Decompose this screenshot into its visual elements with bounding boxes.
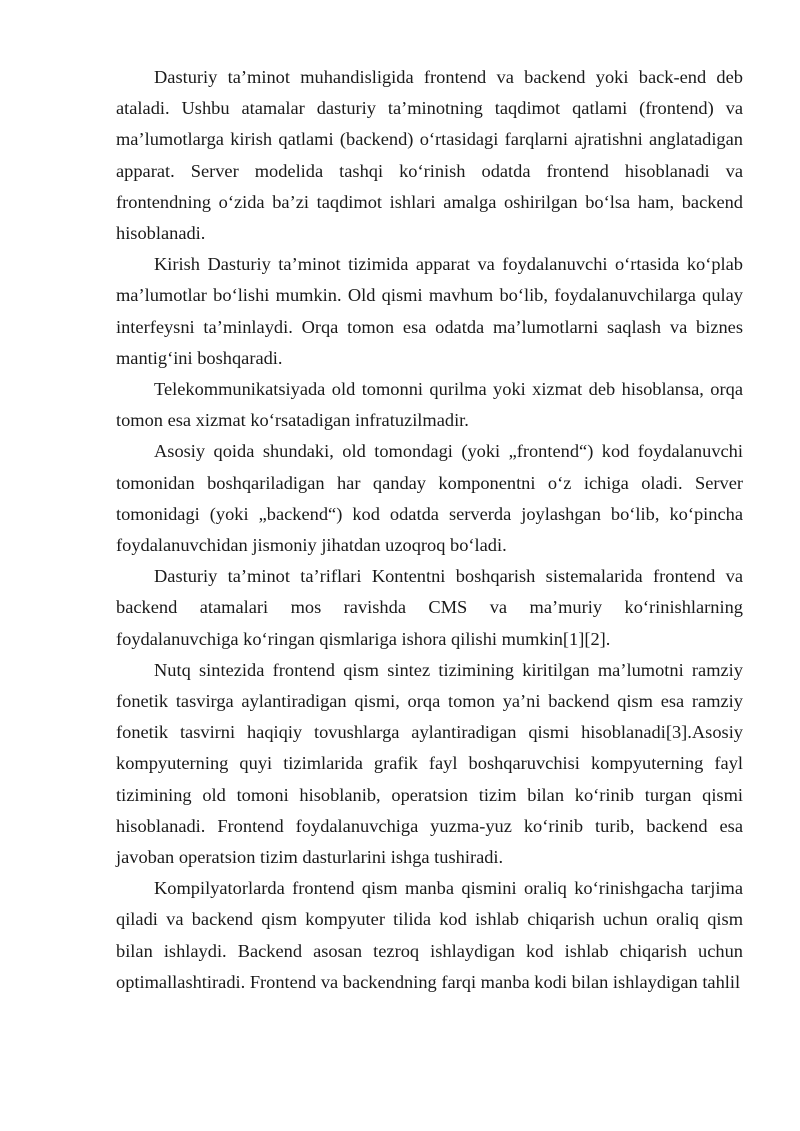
paragraph-5: Dasturiy ta’minot ta’riflari Kontentni boshqarish sistemalarida frontend va backend atamalari mos ravishda CMS va ma’muriy ko‘rinishlarning foydalanuvchiga ko‘ringan qismlariga ishora qilishi mumkin[1][2]. xyxy=(116,566,743,649)
document-body xyxy=(116,62,743,998)
paragraph-6: Nutq sintezida frontend qism sintez tizimining kiritilgan ma’lumotni ramziy fonetik tasvirga aylantiradigan qismi, orqa tomon ya’ni backend qism esa ramziy fonetik tasvirni haqiqiy tovushlarga aylantiradigan qismi hisoblanadi[3].Asosiy kompyuterning quyi tizimlarida grafik fayl boshqaruvchisi kompyuterning fayl tizimining old tomoni hisoblanib, operatsion tizim bilan ko‘rinib turgan qismi hisoblanadi. Frontend foydalanuvchiga yuzma-yuz ko‘rinib turib, backend esa javoban operatsion tizim dasturlarini ishga tushiradi. xyxy=(116,659,743,868)
paragraph-4: Asosiy qoida shundaki, old tomondagi (yoki „frontend“) kod foydalanuvchi tomonidan boshqariladigan har qanday komponentni o‘z ichiga oladi. Server tomonidagi (yoki „backend“) kod odatda serverda joylashgan bo‘lib, ko‘pincha foydalanuvchidan jismoniy jihatdan uzoqroq bo‘ladi. xyxy=(116,441,743,556)
paragraph-7: Kompilyatorlarda frontend qism manba qismini oraliq ko‘rinishgacha tarjima qiladi va backend qism kompyuter tilida kod ishlab chiqarish uchun oraliq qism bilan ishlaydi. Backend asosan tezroq ishlaydigan kod ishlab chiqarish uchun optimallashtiradi. Frontend va backendning farqi manba kodi bilan ishlaydigan tahlil xyxy=(116,878,743,992)
paragraph-3: Telekommunikatsiyada old tomonni qurilma yoki xizmat deb hisoblansa, orqa tomon esa xizmat ko‘rsatadigan infratuzilmadir. xyxy=(116,379,743,431)
paragraph-1: Dasturiy ta’minot muhandisligida frontend va backend yoki back-end deb ataladi. Ushbu atamalar dasturiy ta’minotning taqdimot qatlami (frontend) va ma’lumotlarga kirish qatlami (backend) o‘rtasidagi farqlarni ajratishni anglatadigan apparat. Server modelida tashqi ko‘rinish odatda frontend hisoblanadi va frontendning o‘zida ba’zi taqdimot ishlari amalga oshirilgan bo‘lsa ham, backend hisoblanadi. xyxy=(116,67,743,244)
paragraph-2: Kirish Dasturiy ta’minot tizimida apparat va foydalanuvchi o‘rtasida ko‘plab ma’lumotlar bo‘lishi mumkin. Old qismi mavhum bo‘lib, foydalanuvchilarga qulay interfeysni ta’minlaydi. Orqa tomon esa odatda ma’lumotlarni saqlash va biznes mantig‘ini boshqaradi. xyxy=(116,254,743,368)
